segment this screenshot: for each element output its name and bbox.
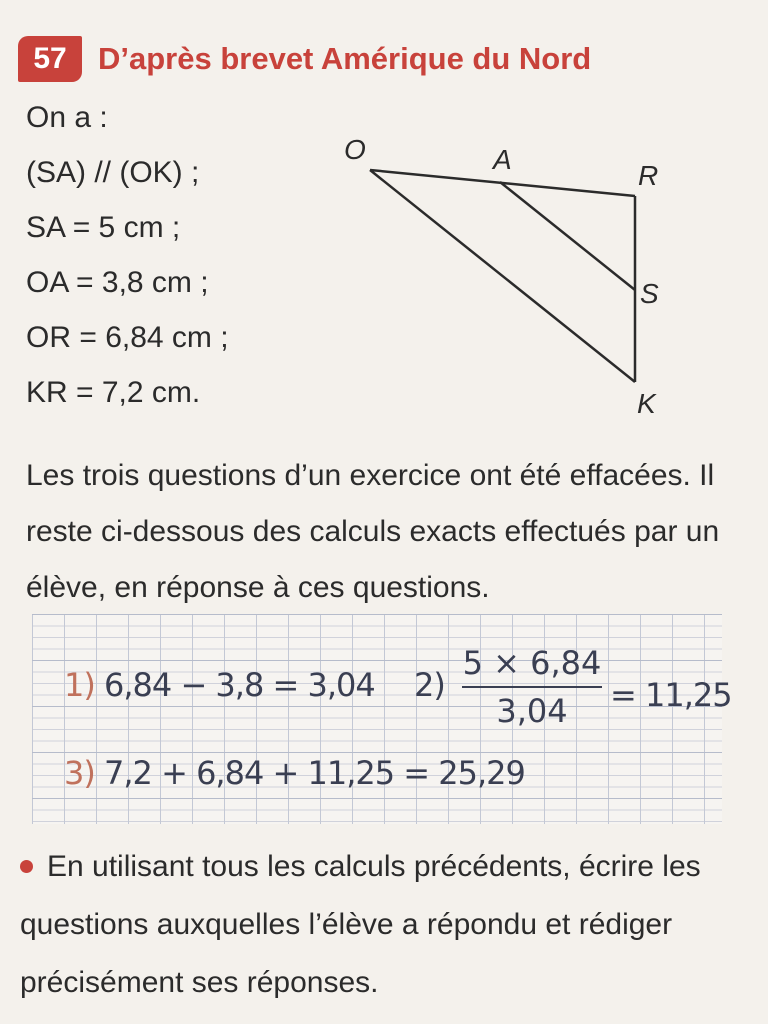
segment-OK [370,170,635,382]
point-label-S: S [640,278,659,309]
given-line: OA = 3,8 cm ; [26,266,209,299]
segment-AS [500,182,635,290]
question-text: En utilisant tous les calculs précédents, écrire les questions auxquelles l’élève a répondu et rédiger précisément ses réponses. [20,850,701,999]
point-label-A: A [493,144,512,175]
point-label-O: O [344,134,366,165]
point-label-R: R [638,160,659,191]
calc-2-number: 2) [414,666,445,704]
calc-3-expression: 7,2 + 6,84 + 11,25 = 25,29 [104,754,525,792]
given-data [26,96,346,426]
given-line: KR = 7,2 cm. [26,376,201,409]
given-line: OR = 6,84 cm ; [26,321,229,354]
bullet-icon [20,860,33,873]
fraction-bar [462,686,602,688]
statement-paragraph: Les trois questions d’un exercice ont été effacées. Il reste ci-dessous des calculs exacts effectués par un élève, en réponse à ces questions. [26,459,720,604]
point-label-K: K [637,388,656,419]
calc-2-result: = 11,25 [610,676,732,714]
exercise-header [18,36,591,82]
calc-2-fraction [462,644,602,730]
given-line: SA = 5 cm ; [26,211,181,244]
exercise-number-badge: 57 [18,36,82,82]
calc-2-denominator: 3,04 [496,692,568,730]
question-paragraph [20,838,750,1012]
calc-1-number: 1) [64,666,95,704]
calc-3 [64,754,525,792]
given-line: (SA) // (OK) ; [26,156,200,189]
squared-paper [32,614,732,824]
geometry-figure [330,130,690,430]
calc-1 [64,666,375,704]
calc-3-number: 3) [64,754,95,792]
given-intro: On a : [26,101,108,134]
calc-2-numerator: 5 × 6,84 [462,644,602,682]
calc-1-expression: 6,84 − 3,8 = 3,04 [104,666,375,704]
exercise-title: D’après brevet Amérique du Nord [98,41,592,76]
